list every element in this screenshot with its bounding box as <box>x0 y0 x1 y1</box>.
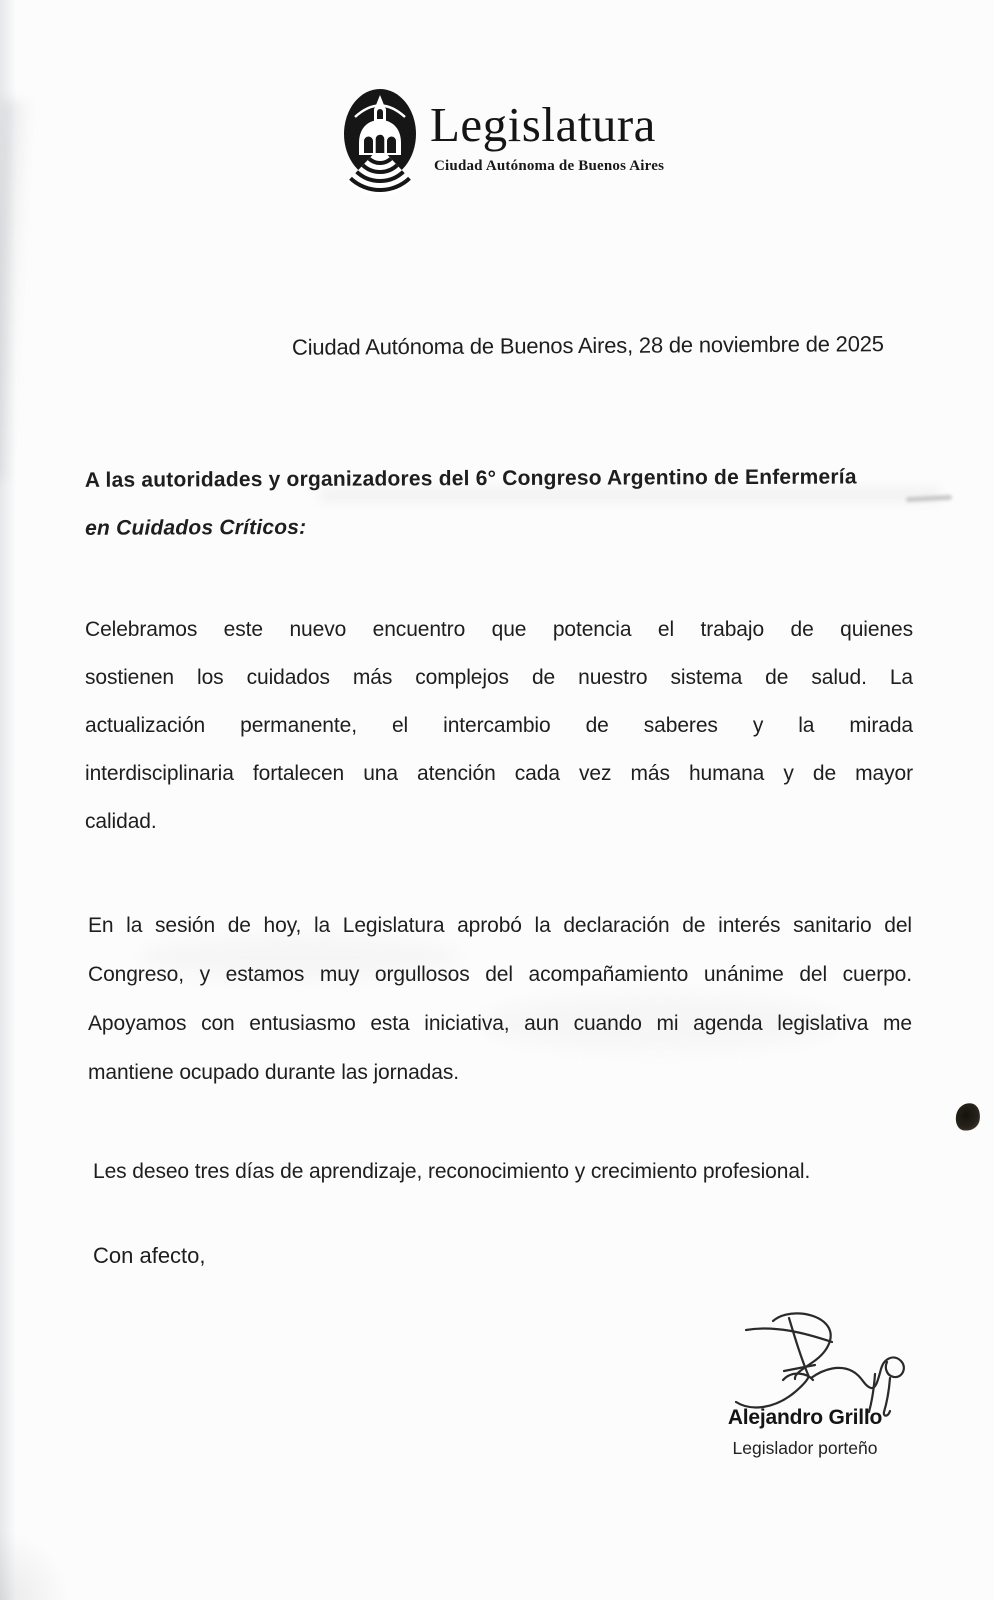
body-paragraph <box>93 1148 923 1196</box>
salutation-line: en Cuidados Críticos: <box>85 515 307 540</box>
paragraph-line: actualización permanente, el intercambio de saberes y la mirada <box>85 714 913 737</box>
signer-name: Alejandro Grillo <box>727 1406 883 1429</box>
scan-corner-shadow <box>0 1530 70 1600</box>
paragraph-line: interdisciplinaria fortalecen una atención cada vez más humana y de mayor <box>85 762 913 785</box>
body-paragraph <box>88 901 912 1097</box>
body-paragraph <box>85 606 913 846</box>
logo-subtitle: Ciudad Autónoma de Buenos Aires <box>434 158 665 174</box>
ink-smudge <box>953 1101 982 1133</box>
paragraph-line: calidad. <box>85 810 157 833</box>
paragraph-line: Apoyamos con entusiasmo esta iniciativa, aun cuando mi agenda legislativa me <box>88 1012 912 1035</box>
salutation-line: A las autoridades y organizadores del 6° Congreso Argentino de Enfermería <box>84 465 857 492</box>
signer-role: Legislador porteño <box>732 1438 878 1458</box>
closing: Con afecto, <box>93 1243 206 1268</box>
salutation <box>85 453 920 553</box>
legislatura-emblem-icon <box>341 87 421 202</box>
paragraph-line: Les deseo tres días de aprendizaje, reconocimiento y crecimiento profesional. <box>93 1160 811 1183</box>
dateline: Ciudad Autónoma de Buenos Aires, 28 de noviembre de 2025 <box>291 331 884 360</box>
paragraph-line: En la sesión de hoy, la Legislatura aprobó la declaración de interés sanitario del <box>88 914 912 937</box>
paragraph-line: Congreso, y estamos muy orgullosos del acompañamiento unánime del cuerpo. <box>88 963 912 986</box>
paragraph-line: sostienen los cuidados más complejos de nuestro sistema de salud. La <box>85 666 913 689</box>
logo-title: Legislatura <box>430 97 656 152</box>
paragraph-line: Celebramos este nuevo encuentro que potencia el trabajo de quienes <box>85 618 913 641</box>
paragraph-line: mantiene ocupado durante las jornadas. <box>88 1061 459 1084</box>
